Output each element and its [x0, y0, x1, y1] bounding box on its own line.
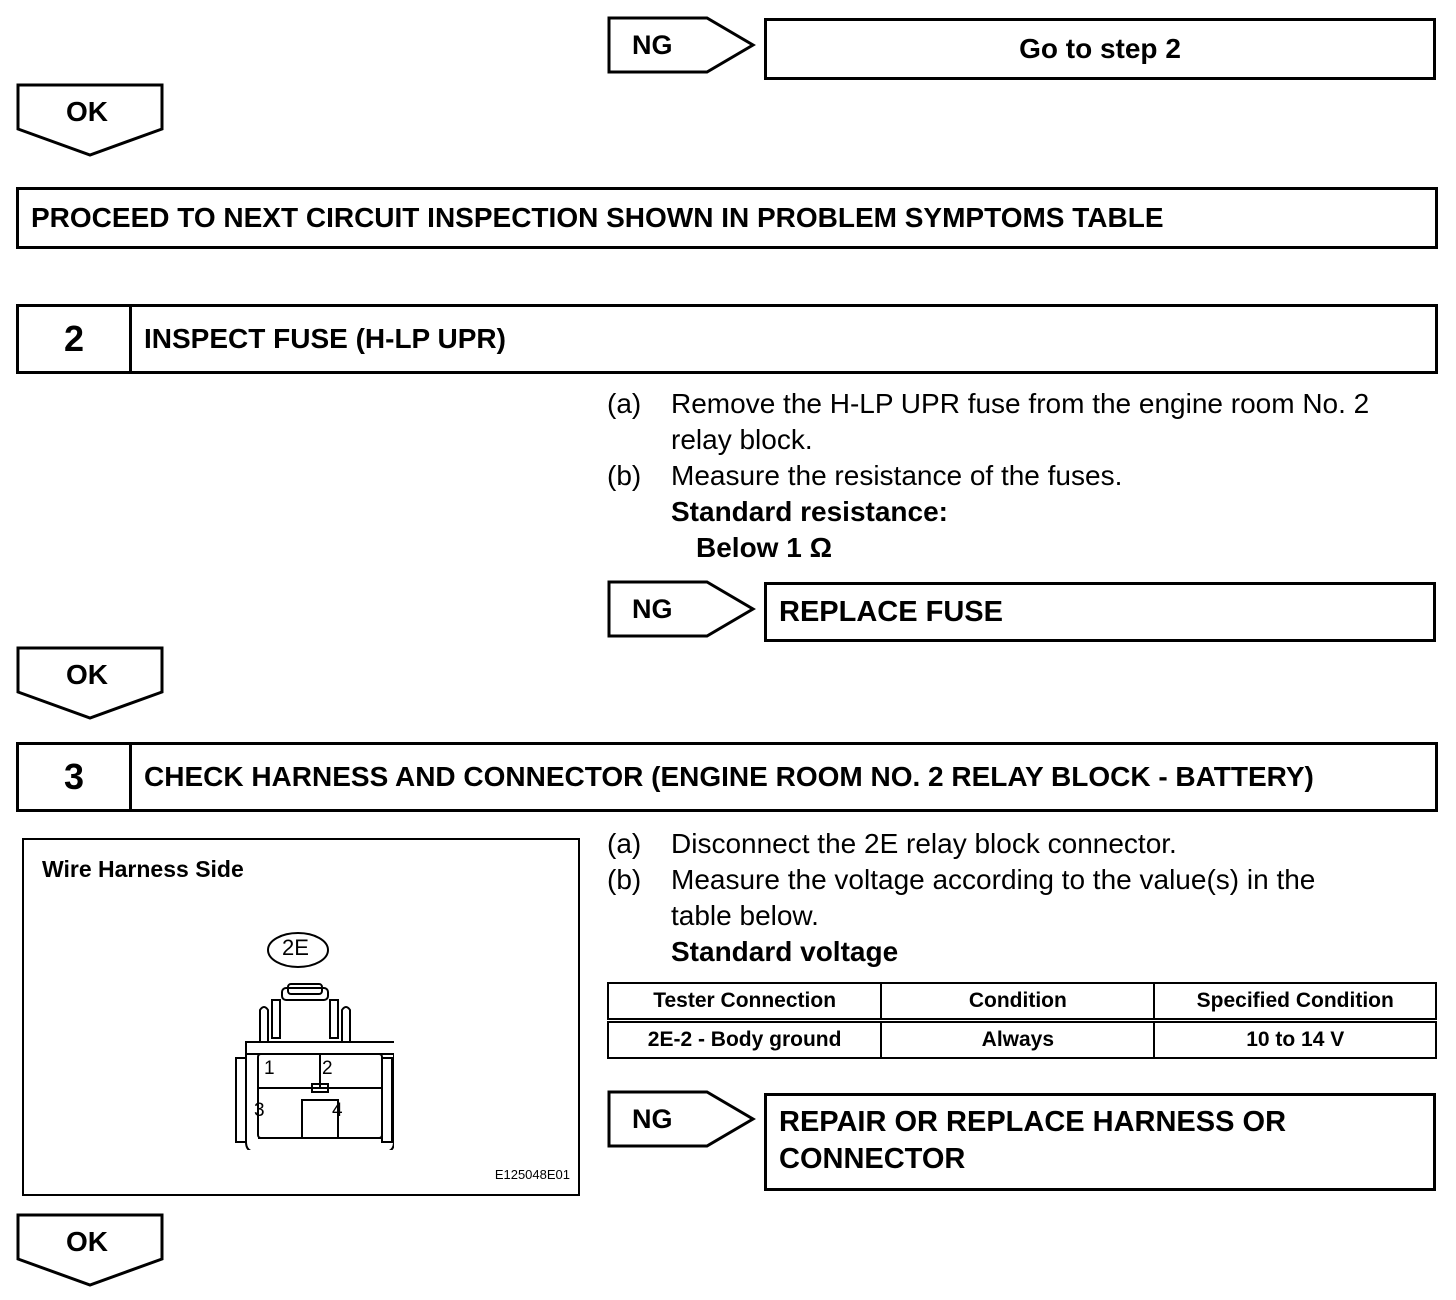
- instruction-text: Disconnect the 2E relay block connector.: [671, 828, 1177, 859]
- ng-label: NG: [632, 1104, 673, 1134]
- step-title: INSPECT FUSE (H-LP UPR): [144, 323, 506, 354]
- figure-code: E125048E01: [494, 1167, 570, 1182]
- instruction-mark: (b): [607, 460, 642, 491]
- table-cell: 2E-2 - Body ground: [608, 1021, 881, 1059]
- table-header-row: [608, 983, 1436, 1021]
- instruction-line: Remove the H-LP UPR fuse from the engine room No. 2: [671, 388, 1370, 419]
- ng-arrow-icon: [607, 580, 757, 638]
- step-2-instructions: [607, 386, 1447, 566]
- step-number: 2: [19, 307, 132, 371]
- pin-1: 1: [264, 1058, 275, 1079]
- ok-label: OK: [66, 96, 108, 127]
- ng-arrow-icon: [607, 1090, 757, 1148]
- result-repair-harness[interactable]: [764, 1093, 1436, 1191]
- standard-value: Below 1 Ω: [696, 532, 833, 563]
- pin-3: 3: [254, 1100, 265, 1121]
- connector-diagram: [214, 930, 394, 1150]
- instruction-mark: (b): [607, 864, 642, 895]
- proceed-box: [16, 187, 1438, 249]
- result-text: Go to step 2: [1019, 33, 1181, 64]
- instruction-text: [671, 386, 1369, 458]
- step-3-instructions: [607, 826, 1447, 970]
- result-text: REPLACE FUSE: [779, 595, 1003, 628]
- instruction-a: [607, 826, 1447, 862]
- connector-label: 2E: [282, 935, 309, 960]
- step-number: 3: [19, 745, 132, 809]
- instruction-mark: (a): [607, 388, 642, 419]
- table-header: Tester Connection: [608, 983, 881, 1021]
- ng-label: NG: [632, 30, 673, 60]
- instruction-line: table below.: [671, 900, 819, 931]
- connector-figure: [22, 838, 580, 1196]
- step-title: CHECK HARNESS AND CONNECTOR (ENGINE ROOM NO. 2 RELAY BLOCK - BATTERY): [144, 761, 1314, 792]
- instruction-line: Measure the voltage according to the value(s) in the: [671, 864, 1316, 895]
- instruction-b: [607, 458, 1447, 494]
- standard-label: Standard resistance:: [671, 496, 948, 527]
- ok-label: OK: [66, 1226, 108, 1257]
- ng-label: NG: [632, 594, 673, 624]
- instruction-line: relay block.: [671, 424, 813, 455]
- ng-arrow-icon: [607, 16, 757, 74]
- result-replace-fuse[interactable]: [764, 582, 1436, 642]
- table-header: Condition: [881, 983, 1154, 1021]
- result-line: CONNECTOR: [779, 1143, 966, 1175]
- pin-4: 4: [332, 1100, 343, 1121]
- result-line: REPAIR OR REPLACE HARNESS OR: [779, 1106, 1287, 1138]
- proceed-text: PROCEED TO NEXT CIRCUIT INSPECTION SHOWN IN PROBLEM SYMPTOMS TABLE: [31, 202, 1164, 233]
- table-row: [608, 1021, 1436, 1059]
- instruction-mark: (a): [607, 828, 642, 859]
- result-go-to-step-2[interactable]: [764, 18, 1436, 80]
- figure-title: Wire Harness Side: [42, 856, 244, 882]
- step-3-header: [16, 742, 1438, 812]
- step-2-header: [16, 304, 1438, 374]
- table-cell: Always: [881, 1021, 1154, 1059]
- table-header: Specified Condition: [1154, 983, 1436, 1021]
- instruction-a: [607, 386, 1447, 458]
- table-cell: 10 to 14 V: [1154, 1021, 1436, 1059]
- instruction-b: [607, 862, 1447, 934]
- pin-2: 2: [322, 1058, 333, 1079]
- instruction-text: Measure the resistance of the fuses.: [671, 460, 1123, 491]
- spec-table: [607, 982, 1437, 1059]
- standard-label: Standard voltage: [671, 936, 899, 967]
- instruction-text: [671, 862, 1315, 934]
- ok-label: OK: [66, 659, 108, 690]
